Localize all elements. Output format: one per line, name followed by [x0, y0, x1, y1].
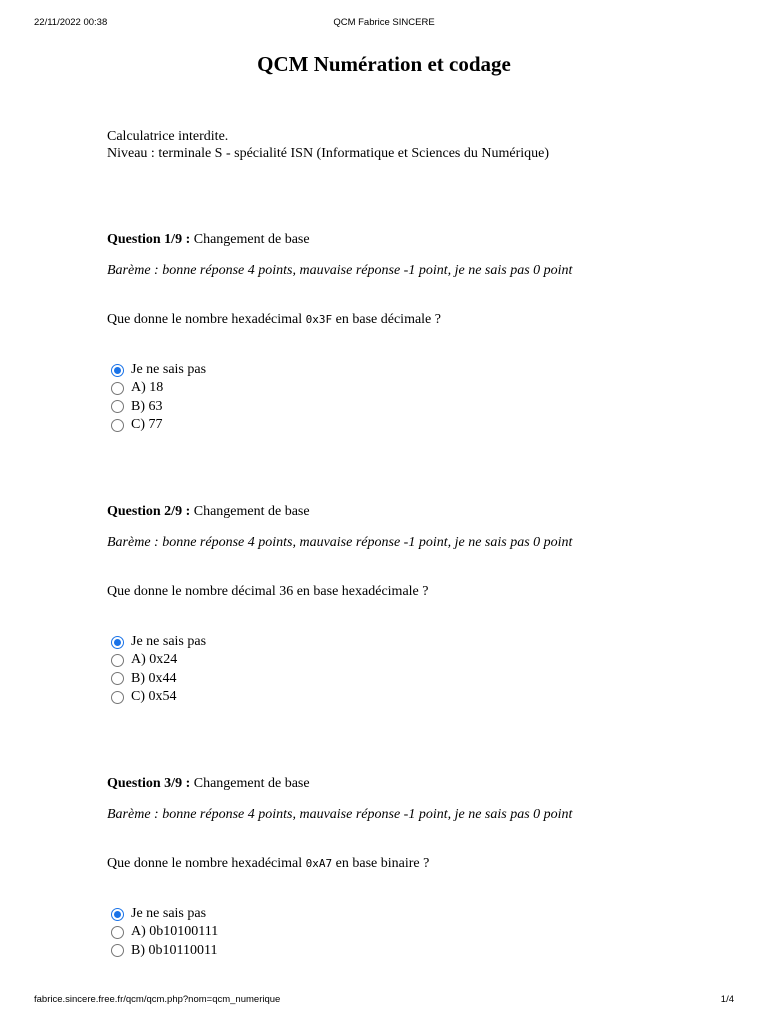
prompt-text: Que donne le nombre hexadécimal: [107, 856, 306, 871]
option-label: C) 77: [131, 417, 163, 433]
option-b[interactable]: [111, 942, 218, 960]
prompt-text: Que donne le nombre hexadécimal: [107, 312, 306, 327]
option-label: A) 0x24: [131, 652, 178, 668]
question-topic: Changement de base: [193, 504, 310, 519]
page-number: 1/4: [720, 994, 734, 1005]
print-url: fabrice.sincere.free.fr/qcm/qcm.php?nom=qcm_numerique: [34, 994, 281, 1005]
radio-button[interactable]: [111, 382, 124, 395]
option-a[interactable]: [111, 651, 206, 669]
intro-line-2: Niveau : terminale S - spécialité ISN (Informatique et Sciences du Numérique): [107, 146, 550, 161]
bareme: Barème : bonne réponse 4 points, mauvaise réponse -1 point, je ne sais pas 0 point: [107, 807, 573, 822]
question-number: Question 1/9 :: [107, 232, 191, 247]
radio-button-checked[interactable]: [111, 636, 124, 649]
page-title: QCM Numération et codage: [257, 52, 511, 76]
radio-button-checked[interactable]: [111, 364, 124, 377]
option-label: A) 18: [131, 380, 164, 396]
radio-button[interactable]: [111, 944, 124, 957]
question-header: [107, 504, 707, 522]
question-number: Question 3/9 :: [107, 776, 191, 791]
option-label: B) 0x44: [131, 670, 177, 686]
option-label: A) 0b10100111: [131, 924, 219, 940]
prompt-text-end: en base binaire ?: [332, 856, 430, 871]
question-number: Question 2/9 :: [107, 504, 191, 519]
option-label: Je ne sais pas: [131, 634, 207, 650]
print-header: [34, 17, 734, 31]
option-b[interactable]: [111, 670, 206, 688]
question-3: [107, 776, 707, 958]
question-header: [107, 232, 707, 250]
question-header: [107, 776, 707, 794]
option-label: Je ne sais pas: [131, 362, 207, 378]
radio-button[interactable]: [111, 419, 124, 432]
intro-line-1: Calculatrice interdite.: [107, 129, 229, 144]
radio-button[interactable]: [111, 654, 124, 667]
radio-button[interactable]: [111, 672, 124, 685]
option-dont-know[interactable]: [111, 633, 206, 651]
answer-options: [111, 905, 218, 960]
option-c[interactable]: [111, 688, 206, 706]
question-prompt: [107, 312, 441, 328]
option-b[interactable]: [111, 398, 206, 416]
question-2: [107, 504, 707, 705]
option-label: B) 63: [131, 398, 163, 414]
print-title: QCM Fabrice SINCERE: [333, 17, 435, 28]
print-datetime: 22/11/2022 00:38: [34, 17, 108, 28]
option-a[interactable]: [111, 923, 218, 941]
answer-options: [111, 361, 206, 434]
option-c[interactable]: [111, 416, 206, 434]
option-a[interactable]: [111, 379, 206, 397]
prompt-text: Que donne le nombre décimal 36 en base hexadécimale ?: [107, 584, 429, 599]
option-dont-know[interactable]: [111, 361, 206, 379]
question-prompt: [107, 584, 428, 600]
bareme: Barème : bonne réponse 4 points, mauvaise réponse -1 point, je ne sais pas 0 point: [107, 263, 573, 278]
option-dont-know[interactable]: [111, 905, 218, 923]
radio-button[interactable]: [111, 691, 124, 704]
option-label: C) 0x54: [131, 689, 177, 705]
option-label: B) 0b10110011: [131, 942, 218, 958]
answer-options: [111, 633, 206, 706]
radio-button[interactable]: [111, 400, 124, 413]
intro: [107, 128, 549, 162]
prompt-code: 0xA7: [305, 857, 333, 870]
radio-button[interactable]: [111, 926, 124, 939]
prompt-text-end: en base décimale ?: [332, 312, 441, 327]
question-prompt: [107, 856, 429, 872]
radio-button-checked[interactable]: [111, 908, 124, 921]
print-footer: [34, 994, 734, 1008]
question-topic: Changement de base: [193, 232, 310, 247]
question-topic: Changement de base: [193, 776, 310, 791]
question-1: [107, 232, 707, 433]
bareme: Barème : bonne réponse 4 points, mauvaise réponse -1 point, je ne sais pas 0 point: [107, 535, 573, 550]
prompt-code: 0x3F: [305, 313, 333, 326]
option-label: Je ne sais pas: [131, 906, 207, 922]
